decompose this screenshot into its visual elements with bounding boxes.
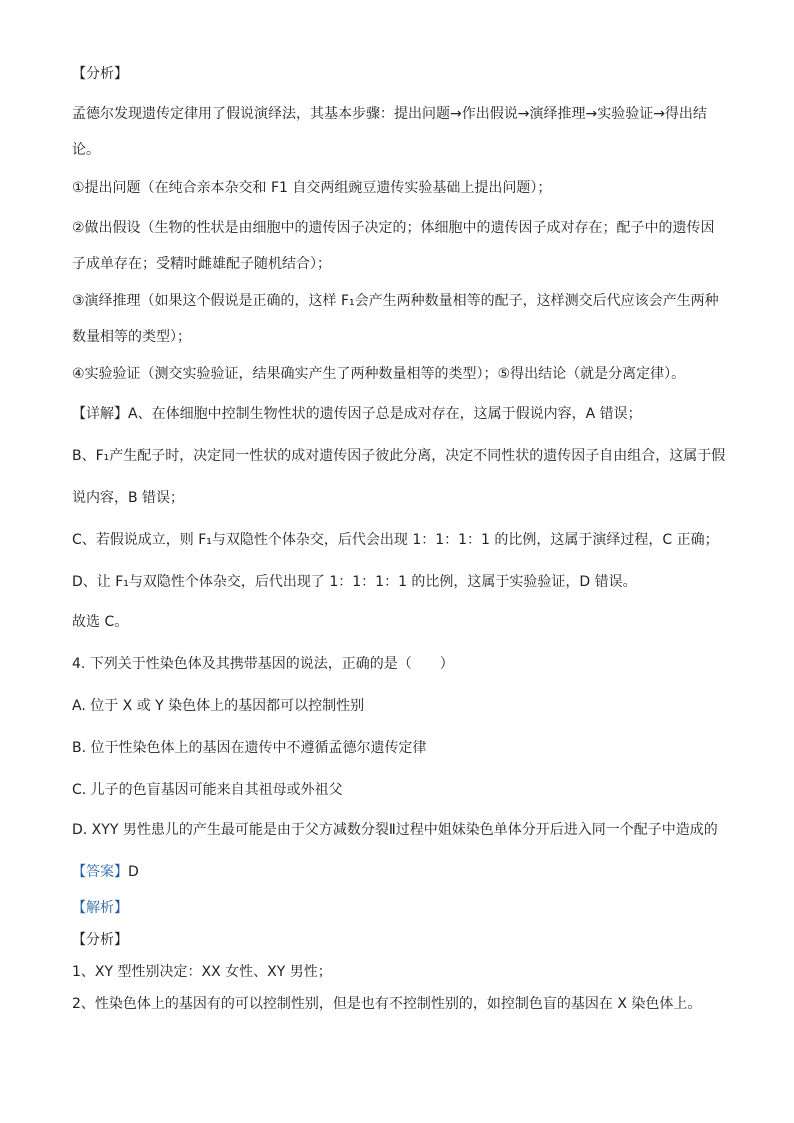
paragraph-line: 孟德尔发现遗传定律用了假说演绎法，其基本步骤：提出问题→作出假说→演绎推理→实验验证→得出结 [72,106,707,122]
step-3-line-2: 数量相等的类型）； [72,329,191,345]
point-1: 1、XY 型性别决定：XX 女性、XY 男性； [72,964,332,980]
detail-d: D、让 F₁与双隐性个体杂交，后代出现了 1：1：1：1 的比例，这属于实验验证，D 错误。 [72,574,637,590]
paragraph-line: 论。 [72,142,100,158]
analysis-heading: 【分析】 [72,66,128,82]
option-c: C. 儿子的色盲基因可能来自其祖母或外祖父 [72,782,343,798]
step-2-line-2: 子成单存在；受精时雌雄配子随机结合）； [72,256,331,272]
detail-line-a [72,404,642,424]
option-d: D. XYY 男性患儿的产生最可能是由于父方减数分裂Ⅱ过程中姐妹染色单体分开后进入同一个配子中造成的 [72,822,718,838]
answer-value: D [128,864,139,880]
step-1: ①提出问题（在纯合亲本杂交和 F1 自交两组豌豆遗传实验基础上提出问题）； [72,180,552,196]
answer-tag: 【答案】 [72,864,128,880]
detail-a-text: A、在体细胞中控制生物性状的遗传因子总是成对存在，这属于假说内容，A 错误； [128,406,642,422]
point-2: 2、性染色体上的基因有的可以控制性别，但是也有不控制性别的，如控制色盲的基因在 X 染色体上。 [72,996,702,1012]
question-4-stem: 4. 下列关于性染色体及其携带基因的说法，正确的是（ ） [72,656,454,672]
answer-line [72,862,139,882]
step-4: ④实验验证（测交实验验证，结果确实产生了两种数量相等的类型）；⑤得出结论（就是分离定律）。 [72,366,686,382]
option-a: A. 位于 X 或 Y 染色体上的基因都可以控制性别 [72,698,365,714]
detail-choice: 故选 C。 [72,614,129,630]
analysis-tag: 【分析】 [72,932,128,948]
detail-heading: 【详解】 [72,406,128,422]
detail-c: C、若假说成立，则 F₁与双隐性个体杂交，后代会出现 1：1：1：1 的比例，这属于演绎过程，C 正确； [72,532,719,548]
step-3-line-1: ③演绎推理（如果这个假说是正确的，这样 F₁会产生两种数量相等的配子，这样测交后代应该会产生两种 [72,293,719,309]
option-b: B. 位于性染色体上的基因在遗传中不遵循孟德尔遗传定律 [72,740,427,756]
detail-b-line-2: 说内容，B 错误； [72,490,185,506]
explanation-tag: 【解析】 [72,900,128,916]
detail-b-line-1: B、F₁产生配子时，决定同一性状的成对遗传因子彼此分离，决定不同性状的遗传因子自由组合，这属于假 [72,448,726,464]
step-2-line-1: ②做出假设（生物的性状是由细胞中的遗传因子决定的；体细胞中的遗传因子成对存在；配子中的遗传因 [72,220,715,236]
